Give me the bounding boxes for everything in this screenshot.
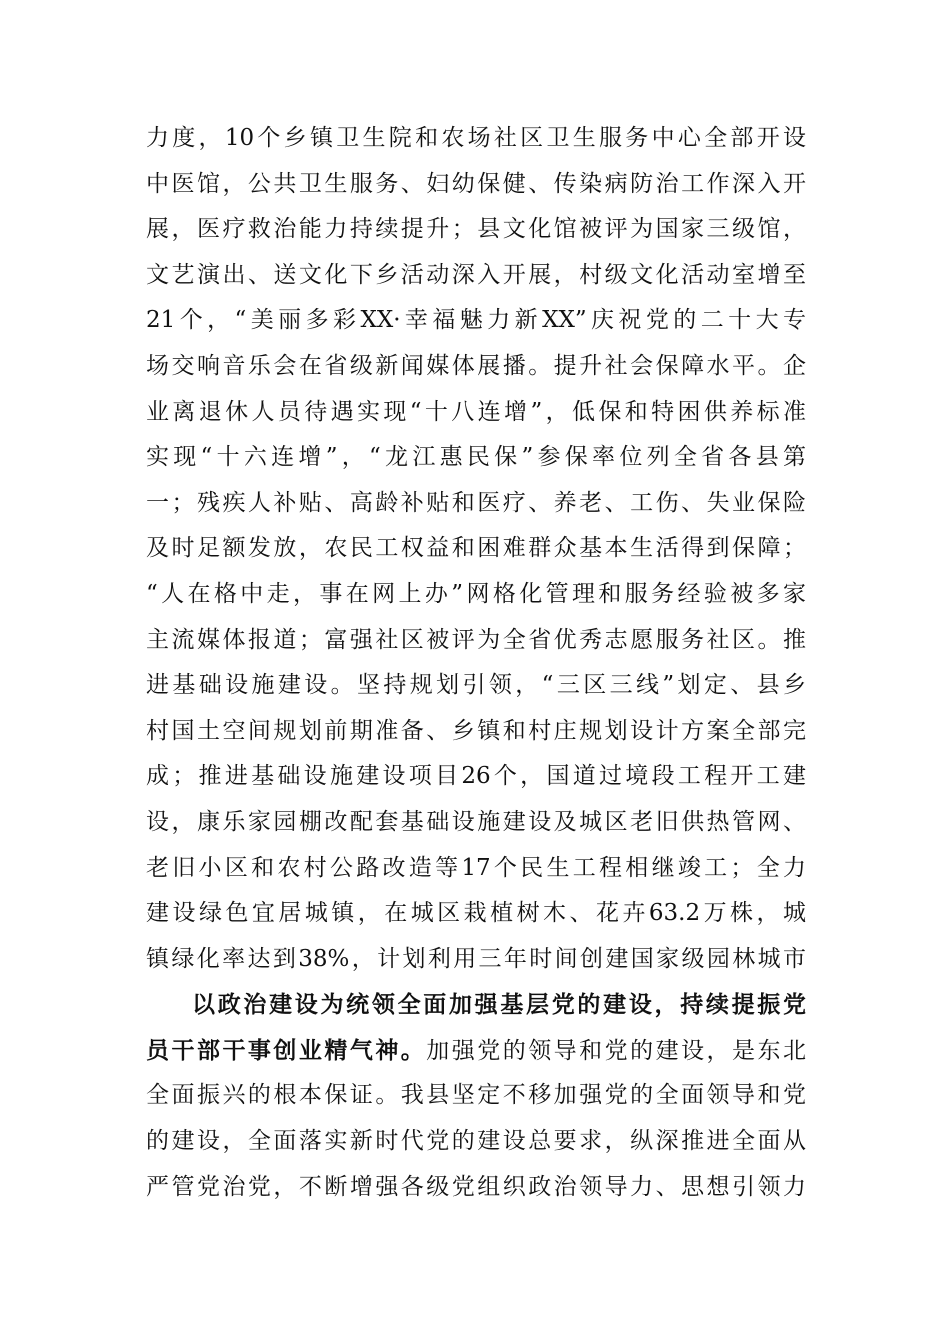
text-line: 建设绿色宜居城镇，在城区栽植树木、花卉63.2万株，城 bbox=[146, 900, 806, 927]
body-text bbox=[146, 116, 806, 1210]
section-heading: 以政治建设为统领全面加强基层党的建设，持续提振党 bbox=[192, 991, 806, 1019]
text-line: 实现“十六连增”，“龙江惠民保”参保率位列全省各县第 bbox=[146, 444, 806, 471]
text-line: 成；推进基础设施建设项目26个，国道过境段工程开工建 bbox=[146, 763, 806, 790]
text-line: 业离退休人员待遇实现“十八连增”，低保和特困供养标准 bbox=[146, 398, 806, 425]
text-line: 进基础设施建设。坚持规划引领，“三区三线”划定、县乡 bbox=[146, 672, 806, 699]
text-line: 场交响音乐会在省级新闻媒体展播。提升社会保障水平。企 bbox=[146, 352, 806, 379]
section-heading-continued bbox=[146, 1028, 806, 1074]
text-line: 一；残疾人补贴、高龄补贴和医疗、养老、工伤、失业保险 bbox=[146, 489, 806, 516]
text-line: 及时足额发放，农民工权益和困难群众基本生活得到保障； bbox=[146, 535, 806, 562]
text-line: “人在格中走，事在网上办”网格化管理和服务经验被多家 bbox=[146, 580, 806, 607]
text-line: 力度，10个乡镇卫生院和农场社区卫生服务中心全部开设 bbox=[146, 125, 806, 151]
text-line: 严管党治党，不断增强各级党组织政治领导力、思想引领力 bbox=[146, 1173, 806, 1200]
text-line: 老旧小区和农村公路改造等17个民生工程相继竣工；全力 bbox=[146, 854, 806, 881]
text-line: 全面振兴的根本保证。我县坚定不移加强党的全面领导和党 bbox=[146, 1082, 806, 1109]
text-line-rest: 加强党的领导和党的建设，是东北 bbox=[426, 1037, 807, 1064]
text-line: 设，康乐家园棚改配套基础设施建设及城区老旧供热管网、 bbox=[146, 808, 806, 835]
text-line: 的建设，全面落实新时代党的建设总要求，纵深推进全面从 bbox=[146, 1128, 806, 1155]
text-line: 中医馆，公共卫生服务、妇幼保健、传染病防治工作深入开 bbox=[146, 170, 806, 197]
text-line: 21个，“美丽多彩XX·幸福魅力新XX”庆祝党的二十大专 bbox=[146, 307, 806, 334]
text-line: 镇绿化率达到38%，计划利用三年时间创建国家级园林城市 bbox=[146, 945, 806, 972]
text-line: 主流媒体报道；富强社区被评为全省优秀志愿服务社区。推 bbox=[146, 626, 806, 653]
section-heading-end: 员干部干事创业精气神。 bbox=[146, 1036, 427, 1064]
text-line: 村国土空间规划前期准备、乡镇和村庄规划设计方案全部完 bbox=[146, 717, 806, 744]
text-line: 展，医疗救治能力持续提升；县文化馆被评为国家三级馆， bbox=[146, 216, 806, 243]
text-line: 文艺演出、送文化下乡活动深入开展，村级文化活动室增至 bbox=[146, 261, 806, 288]
